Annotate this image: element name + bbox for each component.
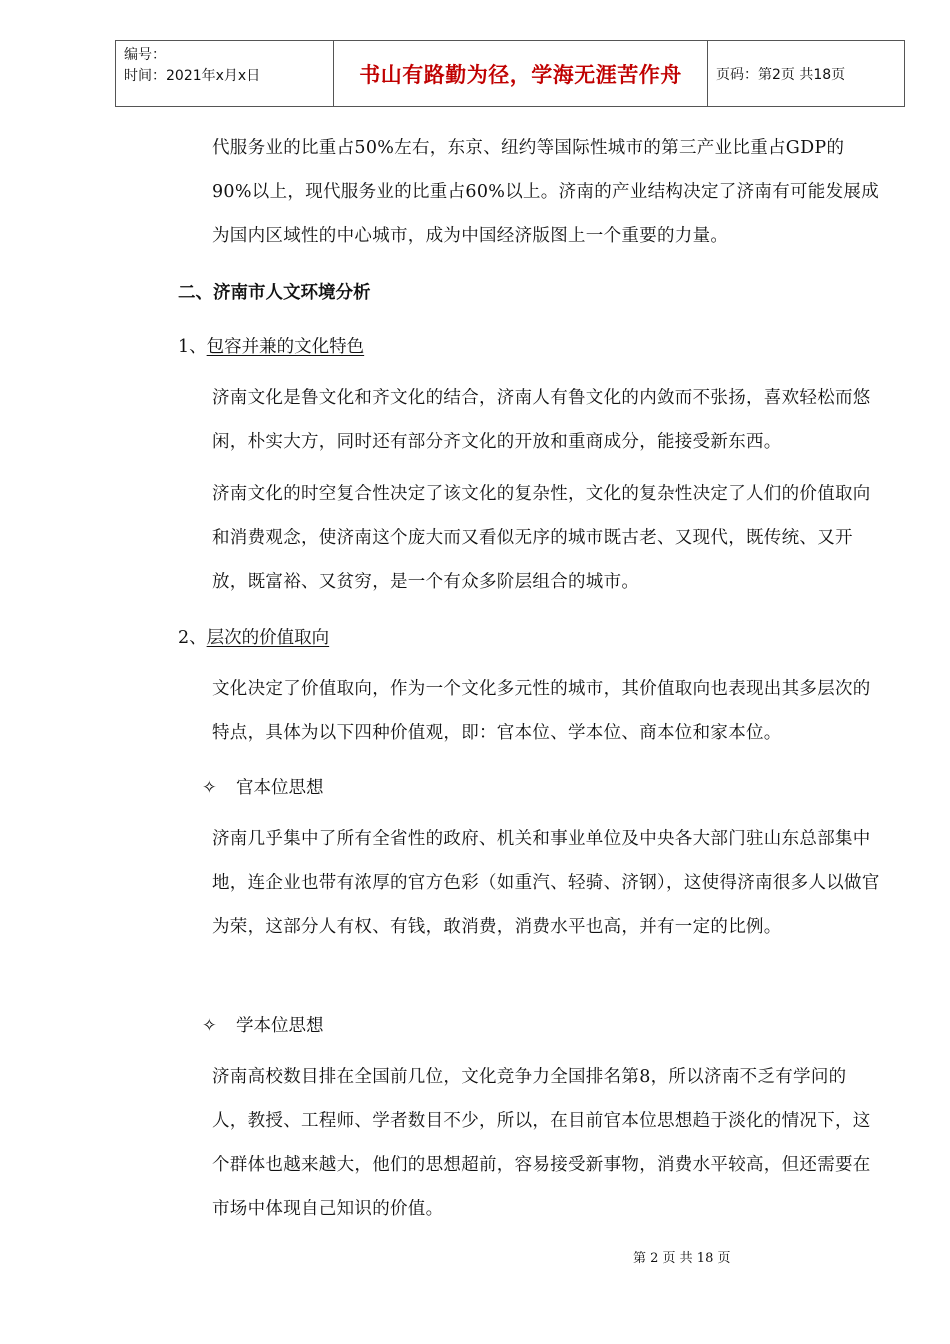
header-meta: [116, 41, 334, 106]
bullet-official-label: 官本位思想: [236, 778, 324, 798]
paragraph-academic: 济南高校数目排在全国前几位，文化竞争力全国排名第8，所以济南不乏有学问的人，教授、工程师、学者数目不少，所以，在目前官本位思想趋于淡化的情况下，这个群体也越来越大，他们的思想超前，容易接受新事物，消费水平较高，但还需要在市场中体现自己知识的价值。: [212, 1067, 871, 1219]
subsection-1-number: 1、: [178, 337, 207, 357]
paragraph-industry: 代服务业的比重占50%左右，东京、纽约等国际性城市的第三产业比重占GDP的90%以上，现代服务业的比重占60%以上。济南的产业结构决定了济南有可能发展成为国内区域性的中心城市，成为中国经济版图上一个重要的力量。: [212, 138, 879, 246]
footer-page-number: 第 2 页 共 18 页: [633, 1251, 731, 1266]
bullet-academic-label: 学本位思想: [236, 1016, 324, 1036]
bullet-academic: [202, 1012, 324, 1037]
page-header: [115, 40, 905, 107]
header-page-label: 页码：第2页 共18页: [716, 66, 846, 83]
subsection-1-heading: [178, 333, 364, 358]
section-title: 二、济南市人文环境分析: [178, 283, 371, 303]
subsection-2-title: 层次的价值取向: [206, 628, 330, 648]
paragraph-official: 济南几乎集中了所有全省性的政府、机关和事业单位及中央各大部门驻山东总部集中地，连企业也带有浓厚的官方色彩（如重汽、轻骑、济钢），这使得济南很多人以做官为荣，这部分人有权、有钱，敢消费，消费水平也高，并有一定的比例。: [212, 829, 880, 937]
paragraph-values: 文化决定了价值取向，作为一个文化多元性的城市，其价值取向也表现出其多层次的特点，具体为以下四种价值观，即：官本位、学本位、商本位和家本位。: [212, 679, 871, 743]
header-motto: 书山有路勤为径，学海无涯苦作舟: [334, 41, 708, 106]
bullet-official: [202, 774, 324, 799]
number-label: 编号：: [124, 47, 166, 63]
subsection-2-heading: [178, 624, 329, 649]
diamond-star-icon: ✧: [202, 1016, 217, 1036]
time-label: 时间：2021年x月x日: [124, 68, 261, 84]
diamond-star-icon: ✧: [202, 778, 217, 798]
subsection-1-title: 包容并兼的文化特色: [206, 337, 365, 357]
paragraph-culture-mix: 济南文化是鲁文化和齐文化的结合，济南人有鲁文化的内敛而不张扬，喜欢轻松而悠闲，朴实大方，同时还有部分齐文化的开放和重商成分，能接受新东西。: [212, 388, 871, 452]
subsection-2-number: 2、: [178, 628, 207, 648]
paragraph-culture-complexity: 济南文化的时空复合性决定了该文化的复杂性，文化的复杂性决定了人们的价值取向和消费观念，使济南这个庞大而又看似无序的城市既古老、又现代，既传统、又开放，既富裕、又贫穷，是一个有众多阶层组合的城市。: [212, 484, 871, 592]
